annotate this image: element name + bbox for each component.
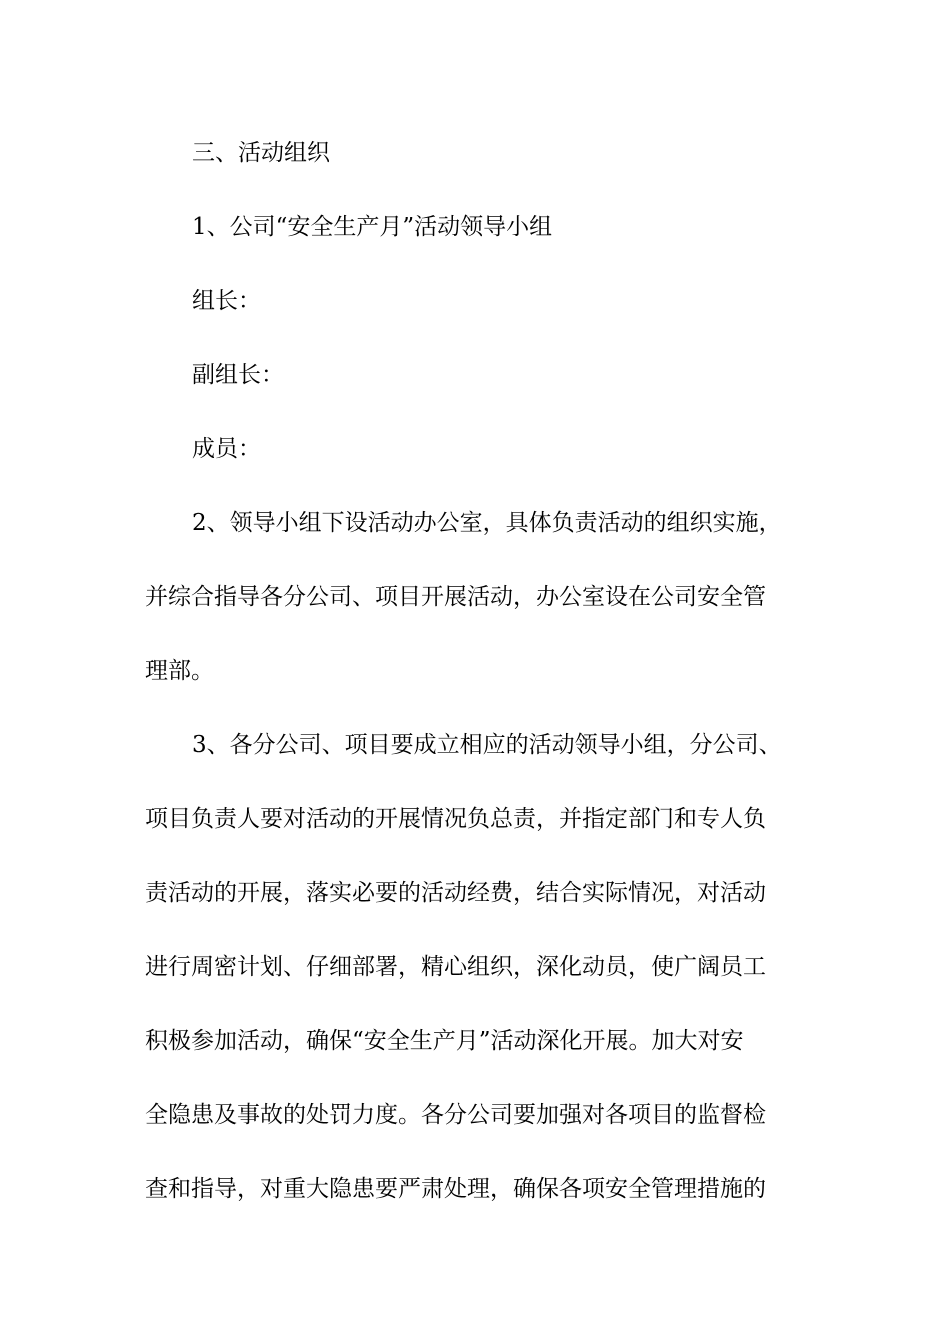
- item3-line: 责活动的开展，落实必要的活动经费，结合实际情况，对活动: [145, 880, 766, 906]
- section-heading-text: 三、活动组织: [192, 140, 330, 166]
- item3-line: 项目负责人要对活动的开展情况负总责，并指定部门和专人负: [145, 806, 766, 832]
- item3-paragraph: [145, 708, 810, 1226]
- leader-label-text: 组长：: [192, 288, 261, 314]
- item3-line: 积极参加活动，确保“安全生产月”活动深化开展。加大对安: [145, 1028, 744, 1054]
- item1-title: [145, 190, 857, 264]
- item2-line: 理部。: [145, 658, 214, 684]
- item3-line: 3、各分公司、项目要成立相应的活动领导小组，分公司、: [192, 732, 782, 758]
- members-label-text: 成员：: [192, 436, 261, 462]
- deputy-leader-label-text: 副组长：: [192, 362, 284, 388]
- deputy-leader-label: [145, 338, 857, 412]
- item3-line: 全隐患及事故的处罚力度。各分公司要加强对各项目的监督检: [145, 1102, 766, 1128]
- leader-label: [145, 264, 857, 338]
- item3-line: 进行周密计划、仔细部署，精心组织，深化动员，使广阔员工: [145, 954, 766, 980]
- section-heading: [145, 116, 857, 190]
- item1-title-text: 1、公司“安全生产月”活动领导小组: [192, 214, 553, 240]
- item2-line: 2、领导小组下设活动办公室，具体负责活动的组织实施，: [192, 510, 782, 536]
- item3-line: 查和指导，对重大隐患要严肃处理，确保各项安全管理措施的: [145, 1176, 766, 1202]
- item2-line: 并综合指导各分公司、项目开展活动，办公室设在公司安全管: [145, 584, 766, 610]
- item2-paragraph: [145, 486, 810, 708]
- members-label: [145, 412, 857, 486]
